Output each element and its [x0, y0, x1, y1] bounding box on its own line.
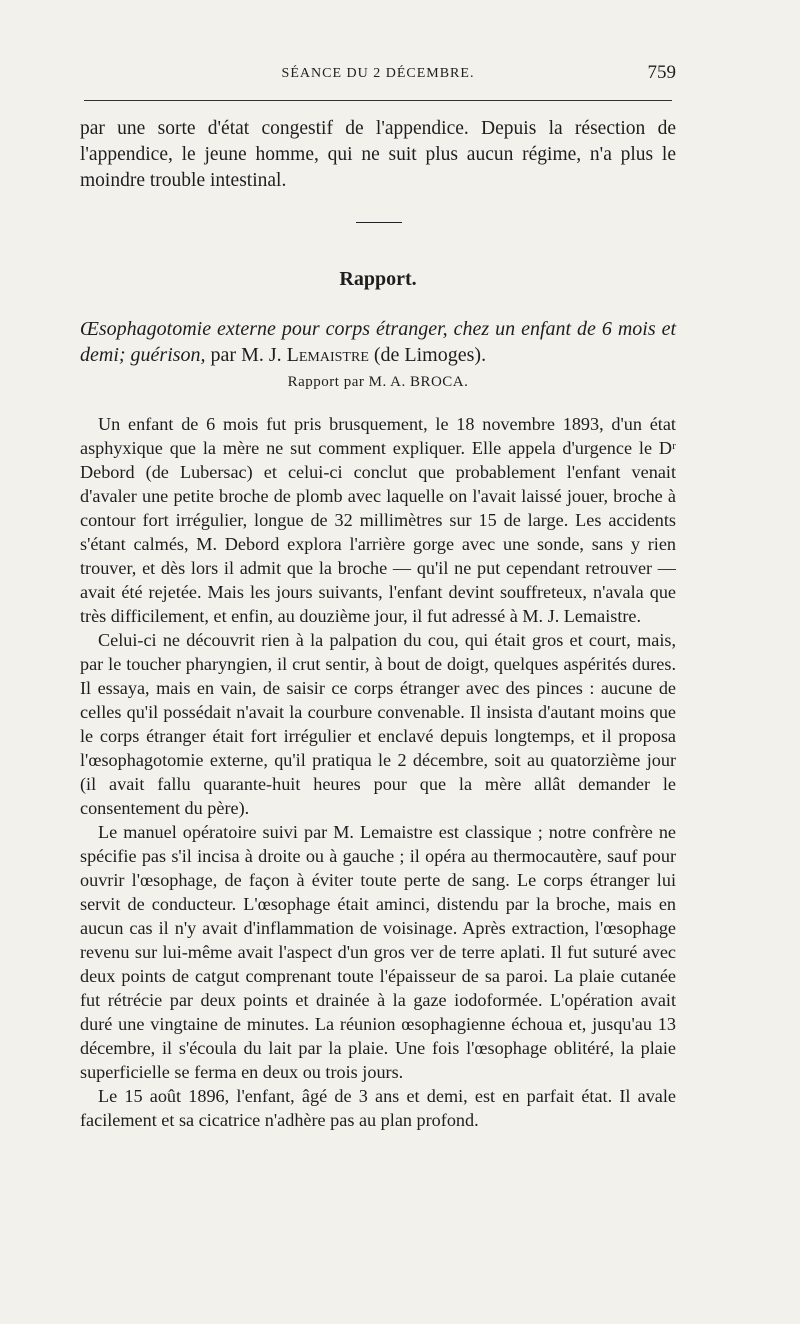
article-title-italic: Œsophagotomie externe pour corps étranger, chez un enfant de 6 mois et demi; guérison, — [80, 318, 676, 366]
paragraph: Celui-ci ne découvrit rien à la palpation du cou, qui était gros et court, mais, par le toucher pharyngien, il crut sentir, à bout de doigt, quelques aspérités dures. Il essaya, mais en vain, de saisir ce corps étranger avec des pinces : aucune de celles qu'il possédait n'avait la courbure convenable. Il insista d'autant moins que le corps étranger était fort irrégulier et enclavé depuis longtemps, et il proposa l'œsophagotomie externe, qu'il pratiqua le 2 décembre, soit au quatorzième jour (il avait fallu quarante-huit heures pour que la mère allât demander le consentement du père). — [80, 630, 676, 818]
article-author: Lemaistre — [286, 344, 369, 366]
article-location: (de Limoges). — [368, 344, 487, 366]
article-title — [80, 316, 676, 368]
running-title: SÉANCE DU 2 DÉCEMBRE. — [281, 66, 475, 81]
report-body — [80, 412, 676, 1132]
section-divider — [356, 222, 402, 223]
report-byline: Rapport par M. A. BROCA. — [287, 374, 469, 390]
running-head — [80, 62, 676, 86]
header-rule — [84, 100, 672, 101]
intro-text: par une sorte d'état congestif de l'appendice. Depuis la résection de l'appendice, le jeune homme, qui ne suit plus aucun régime, n'a plus le moindre trouble intestinal. — [80, 118, 676, 191]
paragraph: Le manuel opératoire suivi par M. Lemaistre est classique ; notre confrère ne spécifie pas s'il incisa à droite ou à gauche ; il opéra au thermocautère, sauf pour ouvrir l'œsophage, de façon à éviter toute perte de sang. Le corps étranger lui servit de conducteur. L'œsophage était aminci, distendu par la broche, mais en aucun cas il n'y avait d'inflammation de voisinage. Après extraction, l'œsophage revenu sur lui-même avait l'aspect d'un gros ver de terre aplati. Il fut suturé avec deux points de catgut comprenant toute l'épaisseur de sa paroi. La plaie cutanée fut rétrécie par deux points et drainée à la gaze iodoformée. L'opération avait duré une vingtaine de minutes. La réunion œsophagienne échoua et, jusqu'au 13 décembre, il s'écoula du lait par la plaie. Une fois l'œsophage oblitéré, la plaie superficielle se ferma en deux ou trois jours. — [80, 822, 676, 1082]
section-title: Rapport. — [339, 268, 417, 290]
page-number: 759 — [647, 62, 676, 83]
paragraph: Le 15 août 1896, l'enfant, âgé de 3 ans et demi, est en parfait état. Il avale facilement et sa cicatrice n'adhère pas au plan profond. — [80, 1086, 676, 1130]
intro-paragraph — [80, 116, 676, 194]
paragraph: Un enfant de 6 mois fut pris brusquement, le 18 novembre 1893, d'un état asphyxique que la mère ne sut comment expliquer. Elle appela d'urgence le Dʳ Debord (de Lubersac) et celui-ci conclut que probablement l'enfant venait d'avaler une petite broche de plomb avec laquelle on l'avait laissé jouer, broche à contour fort irrégulier, longue de 32 millimètres sur 15 de large. Les accidents s'étant calmés, M. Debord explora l'arrière gorge avec une sonde, sans y rien trouver, et dès lors il admit que la broche — qu'il ne put cependant retrouver — avait été rejetée. Mais les jours suivants, l'enfant devint souffreteux, n'avala que très difficilement, et enfin, au douzième jour, il fut adressé à M. J. Lemaistre. — [80, 414, 676, 626]
article-title-by: par M. J. — [205, 344, 287, 366]
